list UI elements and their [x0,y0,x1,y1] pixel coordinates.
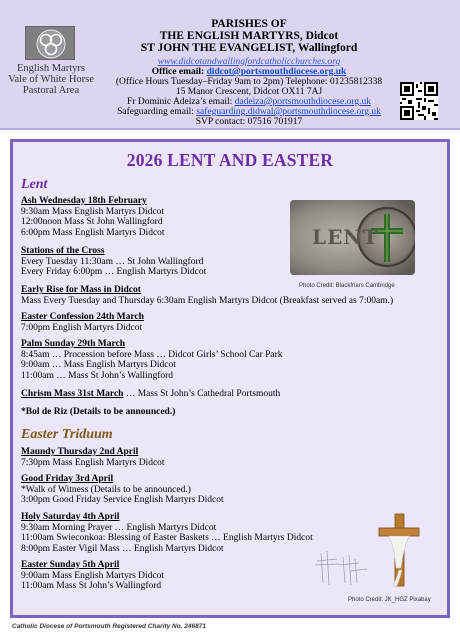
schedule-line: 9:30am Mass English Martyrs Didcot [21,206,165,217]
svp-contact: SVP contact: 07516 701917 [195,117,303,127]
office-email-link[interactable]: didcot@portsmouthdiocese.org.uk [206,67,347,77]
schedule-line: Mass Every Tuesday and Thursday 6:30am English Martyrs Didcot (Breakfast served as 7:00am.) [21,295,394,306]
pastoral-area-label: English Martyrs Vale of White Horse Pastoral Area [8,63,94,96]
lent-photo-credit: Photo Credit: Blackfriars Cambridge [299,283,395,289]
schedule-line: 8:45am … Procession before Mass … Didcot Girls’ School Car Park [21,349,283,360]
ash-wednesday-block [21,196,165,238]
schedule-line: 9:00am Mass English Martyrs Didcot [21,570,165,581]
schedule-line: 8:00pm Easter Vigil Mass … English Martyrs Didcot [21,543,224,554]
maundy-thursday-title: Maundy Thursday 2nd April [21,447,139,457]
page-title: 2026 LENT AND EASTER [126,150,334,170]
easter-sunday-block [21,560,164,592]
lent-heading: Lent [21,177,48,192]
header-title-3: ST JOHN THE EVANGELIST, Wallingford [140,42,358,54]
schedule-line: Every Friday 6:00pm … English Martyrs Didcot [21,267,207,278]
confession-block [21,312,144,333]
chrism-mass-detail: … Mass St John’s Cathedral Portsmouth [123,389,281,399]
triduum-heading: Easter Triduum [21,427,113,442]
cross-photo-credit: Photo Credit: JK_HGZ Pixabay [348,597,431,603]
easter-sunday-title: Easter Sunday 5th April [21,560,120,570]
schedule-line: 11:00am … Mass St John’s Wallingford [21,370,174,381]
good-friday-block [21,474,224,506]
address: 15 Manor Crescent, Didcot OX11 7AJ [175,87,323,97]
fr-email-label: Fr Dominic Adeiza’s email: [127,97,233,107]
schedule-line: Every Tuesday 11:30am … St John Wallingford [21,256,204,267]
bol-de-riz-note: *Bol de Riz (Details to be announced.) [21,407,176,417]
easter-cross-image [373,510,425,592]
schedule-line: 12:00noon Mass St John Wallingford [21,217,163,228]
schedule-line: 7:30pm Mass English Martyrs Didcot [21,457,165,468]
bol-de-riz-block [21,407,175,418]
palm-sunday-block [21,339,283,381]
header-title-1: PARISHES OF [211,18,287,30]
schedule-line: 7:00pm English Martyrs Didcot [21,322,143,333]
schedule-line: 3:00pm Good Friday Service English Martyrs Didcot [21,495,224,506]
chrism-mass-block [21,389,280,400]
schedule-line: 9:00am … Mass English Martyrs Didcot [21,360,176,371]
lent-easter-panel [10,139,450,618]
schedule-line: *Walk of Witness (Details to be announced.) [21,484,191,495]
maundy-thursday-block [21,447,165,468]
stations-title: Stations of the Cross [21,246,105,256]
qr-code [400,82,438,120]
holy-saturday-block [21,512,313,554]
parish-logo [25,26,75,60]
schedule-line: 11:00am Swieconkoa: Blessing of Easter Baskets … English Martyrs Didcot [21,533,313,544]
schedule-line: 9:30am Morning Prayer … English Martyrs Didcot [21,522,217,533]
safeguarding-label: Safeguarding email: [117,107,194,117]
holy-saturday-title: Holy Saturday 4th April [21,512,120,522]
footer-charity-note: Catholic Diocese of Portsmouth Registered Charity No. 246871 [12,623,206,630]
parish-header [0,0,460,130]
ash-wednesday-title: Ash Wednesday 18th February [21,196,147,206]
confession-title: Easter Confession 24th March [21,312,144,322]
office-email-label: Office email: [151,67,205,77]
chrism-mass-title: Chrism Mass 31st March [21,389,124,399]
sketch-cross-icon [313,547,369,587]
schedule-line: 11:00am Mass St John’s Wallingford [21,581,162,592]
lent-image-text: LENT [312,225,379,249]
fr-email-link[interactable]: dadeiza@portsmouthdiocese.org.uk [234,97,371,107]
office-hours: (Office Hours Tuesday–Friday 9am to 2pm) Telephone: 01235812338 [115,77,383,87]
lent-ashes-image [290,200,415,275]
website-link[interactable]: www.didcotandwallingfordcatholicchurches.org [157,57,341,67]
schedule-line: 6:00pm Mass English Martyrs Didcot [21,227,165,238]
good-friday-title: Good Friday 3rd April [21,474,114,484]
stations-block [21,246,206,278]
palm-sunday-title: Palm Sunday 29th March [21,339,126,349]
early-rise-title: Early Rise for Mass in Didcot [21,285,141,295]
header-title-2: THE ENGLISH MARTYRS, Didcot [159,30,339,42]
safeguarding-email-link[interactable]: safeguarding.didwal@portsmouthdiocese.org.uk [196,107,381,117]
